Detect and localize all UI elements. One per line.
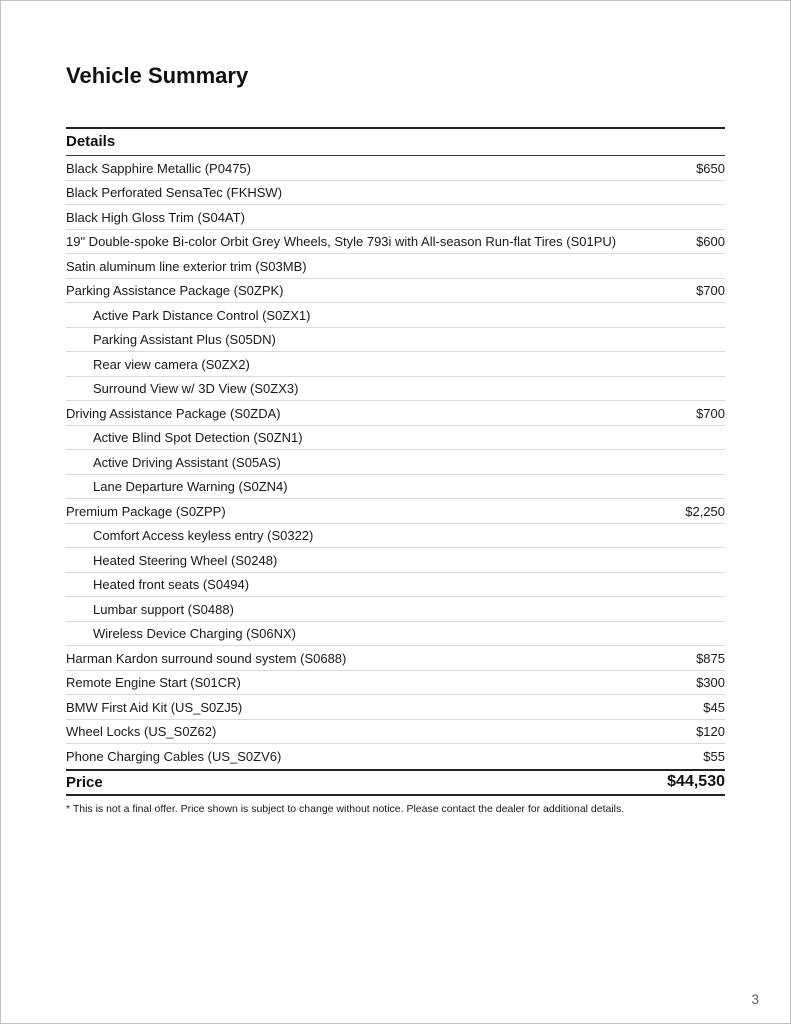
option-label: Comfort Access keyless entry (S0322)	[93, 528, 314, 544]
table-row	[66, 671, 725, 696]
page-content	[1, 1, 790, 815]
option-price: $2,250	[685, 503, 725, 519]
table-row	[66, 450, 725, 475]
option-price: $55	[703, 749, 725, 765]
table-row	[66, 303, 725, 328]
option-label: Parking Assistance Package (S0ZPK)	[66, 283, 284, 299]
table-row	[66, 573, 725, 598]
option-price: $45	[703, 699, 725, 715]
table-row	[66, 230, 725, 255]
option-label: Premium Package (S0ZPP)	[66, 503, 226, 519]
table-row	[66, 744, 725, 769]
option-price: $650	[696, 160, 725, 176]
page-title: Vehicle Summary	[66, 63, 249, 88]
option-label: Surround View w/ 3D View (S0ZX3)	[93, 381, 299, 397]
option-label: Active Driving Assistant (S05AS)	[93, 454, 281, 470]
option-label: Remote Engine Start (S01CR)	[66, 675, 241, 691]
option-label: Satin aluminum line exterior trim (S03MB)	[66, 258, 307, 274]
option-price: $700	[696, 405, 725, 421]
section-header-details: Details	[66, 129, 725, 156]
option-label: Black Sapphire Metallic (P0475)	[66, 160, 251, 176]
table-row	[66, 401, 725, 426]
option-label: Phone Charging Cables (US_S0ZV6)	[66, 749, 282, 765]
option-label: BMW First Aid Kit (US_S0ZJ5)	[66, 699, 243, 715]
option-label: Rear view camera (S0ZX2)	[93, 356, 250, 372]
option-label: Black High Gloss Trim (S04AT)	[66, 209, 245, 225]
option-label: Wheel Locks (US_S0Z62)	[66, 724, 217, 740]
table-row	[66, 205, 725, 230]
table-row	[66, 279, 725, 304]
table-row	[66, 181, 725, 206]
option-label: Active Blind Spot Detection (S0ZN1)	[93, 430, 303, 446]
option-label: Heated Steering Wheel (S0248)	[93, 552, 278, 568]
price-total-value: $44,530	[667, 773, 725, 791]
table-row	[66, 548, 725, 573]
table-row	[66, 646, 725, 671]
option-price: $700	[696, 283, 725, 299]
page-number: 3	[751, 992, 759, 1007]
option-label: Active Park Distance Control (S0ZX1)	[93, 307, 311, 323]
option-label: 19" Double-spoke Bi-color Orbit Grey Wheels, Style 793i with All-season Run-flat Tires (S01PU)	[66, 234, 617, 250]
price-total-label: Price	[66, 773, 103, 791]
option-price: $300	[696, 675, 725, 691]
option-label: Heated front seats (S0494)	[93, 577, 250, 593]
table-row	[66, 377, 725, 402]
table-row	[66, 695, 725, 720]
option-label: Harman Kardon surround sound system (S0688)	[66, 650, 347, 666]
table-row	[66, 499, 725, 524]
table-row	[66, 254, 725, 279]
option-price: $120	[696, 724, 725, 740]
details-table	[66, 127, 725, 815]
table-row	[66, 426, 725, 451]
option-price: $875	[696, 650, 725, 666]
option-label: Black Perforated SensaTec (FKHSW)	[66, 185, 283, 201]
table-body	[66, 156, 725, 769]
table-row	[66, 352, 725, 377]
table-row	[66, 328, 725, 353]
table-row	[66, 475, 725, 500]
disclaimer-text: * This is not a final offer. Price shown is subject to change without notice. Please contact the dealer for additional details.	[66, 802, 625, 815]
option-label: Lumbar support (S0488)	[93, 601, 234, 617]
table-row	[66, 597, 725, 622]
option-label: Wireless Device Charging (S06NX)	[93, 626, 297, 642]
table-row	[66, 524, 725, 549]
price-total-row	[66, 769, 725, 796]
table-row	[66, 156, 725, 181]
option-label: Parking Assistant Plus (S05DN)	[93, 332, 276, 348]
table-row	[66, 622, 725, 647]
table-row	[66, 720, 725, 745]
option-label: Lane Departure Warning (S0ZN4)	[93, 479, 288, 495]
option-price: $600	[696, 234, 725, 250]
option-label: Driving Assistance Package (S0ZDA)	[66, 405, 281, 421]
